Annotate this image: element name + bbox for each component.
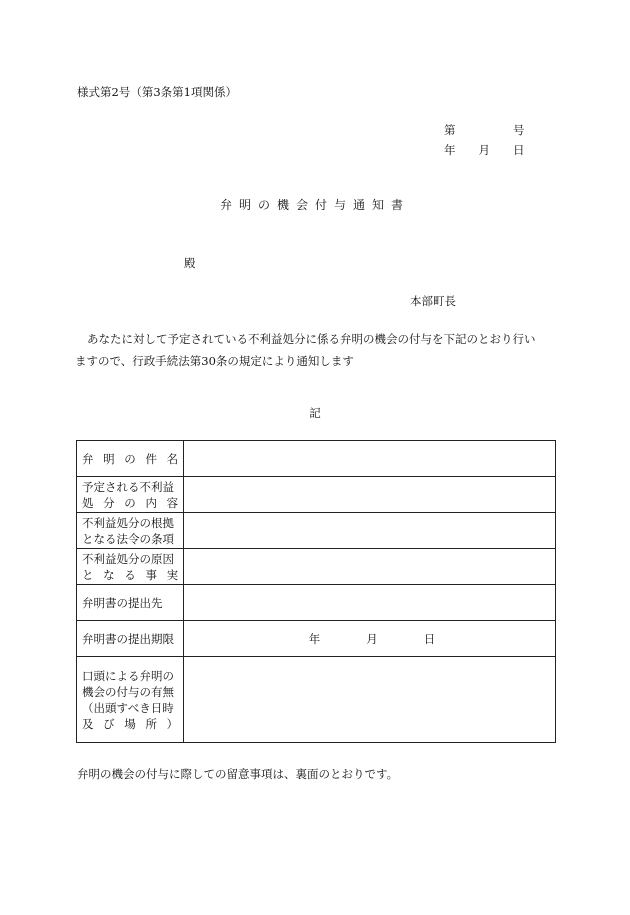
row-label-case-name: 弁 明 の 件 名 <box>77 441 184 477</box>
document-title: 弁明の機会付与通知書 <box>219 198 410 212</box>
row-label-submission-deadline: 弁明書の提出期限 <box>77 621 184 657</box>
row-label-planned-disposition: 予定される不利益 処 分 の 内 容 <box>77 477 184 513</box>
document-date-line: 年 月 日 <box>444 143 525 157</box>
row-value-case-name <box>184 441 556 477</box>
table-row <box>77 441 556 477</box>
notice-details-table <box>76 440 556 743</box>
body-line-1: あなたに対して予定されている不利益処分に係る弁明の機会の付与を下記のとおり行い <box>87 332 536 346</box>
document-number-line: 第 号 <box>444 123 525 137</box>
row-label-cause-facts: 不利益処分の原因 と な る 事 実 <box>77 549 184 585</box>
footer-note: 弁明の機会の付与に際しての留意事項は、裏面のとおりです。 <box>77 767 399 781</box>
row-value-submission-destination <box>184 585 556 621</box>
row-label-oral-hearing: 口頭による弁明の 機会の付与の有無 （出頭すべき日時 及 び 場 所 ） <box>77 657 184 743</box>
form-number-label: 様式第2号（第3条第1項関係） <box>77 85 237 99</box>
sender-name: 本部町長 <box>410 294 456 308</box>
table-row <box>77 657 556 743</box>
row-value-planned-disposition <box>184 477 556 513</box>
row-label-submission-destination: 弁明書の提出先 <box>77 585 184 621</box>
row-label-legal-basis: 不利益処分の根拠 となる法令の条項 <box>77 513 184 549</box>
row-value-oral-hearing <box>184 657 556 743</box>
row-value-cause-facts <box>184 549 556 585</box>
table-row <box>77 621 556 657</box>
table-row <box>77 513 556 549</box>
table-row <box>77 477 556 513</box>
body-paragraph <box>75 328 555 372</box>
row-value-legal-basis <box>184 513 556 549</box>
table-row <box>77 585 556 621</box>
body-line-2: ますので、行政手続法第30条の規定により通知します <box>75 354 354 368</box>
table-row <box>77 549 556 585</box>
addressee-honorific: 殿 <box>184 256 196 270</box>
ki-heading: 記 <box>309 406 321 420</box>
row-value-submission-deadline: 年 月 日 <box>184 621 556 657</box>
